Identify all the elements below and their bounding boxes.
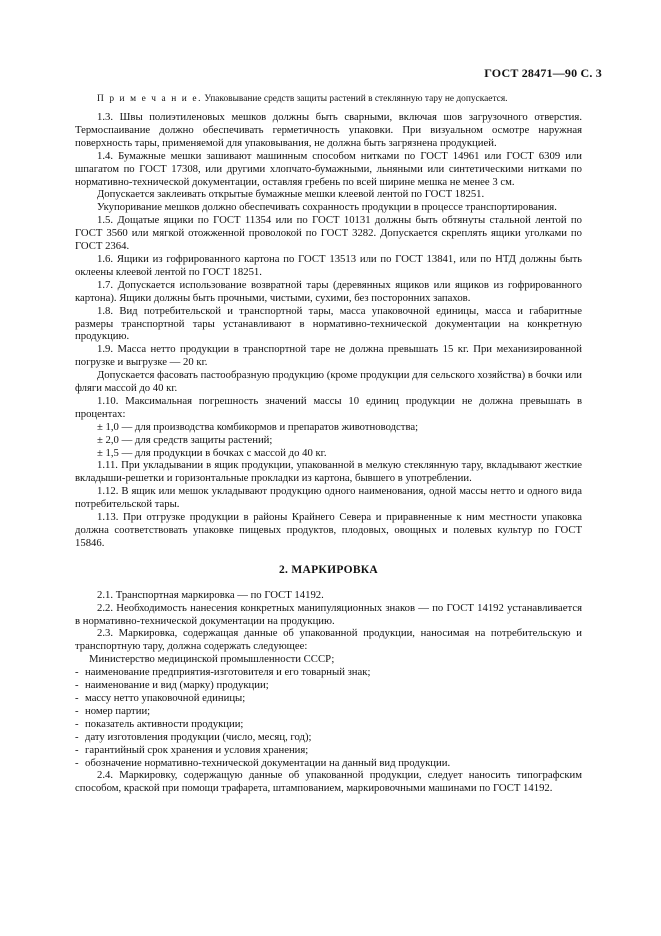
list-item: - показатель активности продукции; xyxy=(75,718,582,731)
list-item: - наименование и вид (марку) продукции; xyxy=(75,679,582,692)
paragraph: 1.3. Швы полиэтиленовых мешков должны быть сварными, включая шов загрузочного отверстия. Термоспаивание должно обеспечивать герметичность упаковки. При визуальном осмотре наружная поверхность тары, применяемой для упаковывания, не должна быть загрязнена продукцией. xyxy=(75,111,582,149)
paragraph: 1.6. Ящики из гофрированного картона по ГОСТ 13513 или по ГОСТ 13841, или по НТД должны быть оклеены клеевой лентой по ГОСТ 18251. xyxy=(75,252,582,278)
paragraph: 1.8. Вид потребительской и транспортной тары, масса упаковочной единицы, масса и габаритные размеры транспортной тары устанавливают в нормативно-технической документации на конкретную продукцию. xyxy=(75,304,582,343)
ministry-line: Министерство медицинской промышленности СССР; xyxy=(89,653,335,666)
note-label: П р и м е ч а н и е. xyxy=(97,94,203,104)
paragraph: 1.11. При укладывании в ящик продукции, упакованной в мелкую стеклянную тару, вкладывают жесткие вкладыши-решетки и горизонтальные прокладки из картона, бывшего в употреблении. xyxy=(75,459,582,485)
paragraph: Укупоривание мешков должно обеспечивать сохранность продукции в процессе транспортирования. xyxy=(97,201,557,214)
list-item: - гарантийный срок хранения и условия хранения; xyxy=(75,744,582,757)
paragraph: Допускается фасовать пастообразную продукцию (кроме продукции для сельского хозяйства) в бочки или фляги массой до 40 кг. xyxy=(75,369,582,395)
paragraph: 1.7. Допускается использование возвратной тары (деревянных ящиков или ящиков из гофрированного картона). Ящики должны быть прочными, чистыми, сухими, без посторонних запахов. xyxy=(75,278,582,304)
paragraph: 1.12. В ящик или мешок укладывают продукцию одного наименования, одной массы нетто и одного вида потребительской тары. xyxy=(75,485,582,511)
note-paragraph xyxy=(75,93,582,105)
paragraph: 2.2. Необходимость нанесения конкретных манипуляционных знаков — по ГОСТ 14192 устанавливается в нормативно-технической документации на продукцию. xyxy=(75,601,582,627)
paragraph: 2.3. Маркировка, содержащая данные об упакованной продукции, наносимая на потребительскую и транспортную тару, должна содержать следующее: xyxy=(75,627,582,653)
tolerance-list xyxy=(75,421,582,460)
paragraph: 1.10. Максимальная погрешность значений массы 10 единиц продукции не должна превышать в процентах: xyxy=(75,394,582,420)
list-item: - массу нетто упаковочной единицы; xyxy=(75,692,582,705)
section-title: 2. МАРКИРОВКА xyxy=(278,563,379,576)
list-item: - дату изготовления продукции (число, месяц, год); xyxy=(75,731,582,744)
note-text: Упаковывание средств защиты растений в стеклянную тару не допускается. xyxy=(202,94,508,104)
paragraph: Допускается заклеивать открытые бумажные мешки клеевой лентой по ГОСТ 18251. xyxy=(97,188,485,201)
list-item: - наименование предприятия-изготовителя и его товарный знак; xyxy=(75,666,582,679)
list-item: - номер партии; xyxy=(75,705,582,718)
paragraph: 1.5. Дощатые ящики по ГОСТ 11354 или по ГОСТ 10131 должны быть обтянуты стальной лентой по ГОСТ 3560 или мягкой отожженной проволокой по ГОСТ 3282. Допускается скреплять ящики уголками по ГОСТ 2364. xyxy=(75,214,582,253)
paragraph: 1.13. При отгрузке продукции в районы Крайнего Севера и приравненные к ним местности упаковка должна соответствовать упаковке пищевых продуктов, плодовых, овощных и полевых культур по ГОСТ 15846. xyxy=(75,511,582,549)
paragraph: 2.4. Маркировку, содержащую данные об упакованной продукции, следует наносить типографским способом, краской при помощи трафарета, штампованием, маркировочными машинами по ГОСТ 14192. xyxy=(75,769,582,795)
tolerance-item: ± 2,0 — для средств защиты растений; xyxy=(97,433,273,446)
paragraph: 2.1. Транспортная маркировка — по ГОСТ 14192. xyxy=(97,588,324,601)
marking-list xyxy=(75,666,582,769)
paragraph: 1.4. Бумажные мешки зашивают машинным способом нитками по ГОСТ 14961 или ГОСТ 6309 или шпагатом по ГОСТ 17308, или другими хлопчато-бумажными, льняными или синтетическими нитками по нормативно-технической документации, оставляя гребень по всей ширине мешка не менее 3 см. xyxy=(75,149,582,188)
tolerance-item: ± 1,0 — для производства комбикормов и препаратов животноводства; xyxy=(97,420,419,433)
tolerance-item: ± 1,5 — для продукции в бочках с массой до 40 кг. xyxy=(97,446,327,459)
page-header: ГОСТ 28471—90 С. 3 xyxy=(484,66,602,80)
section-2-body xyxy=(75,589,582,796)
paragraph: 1.9. Масса нетто продукции в транспортной таре не должна превышать 15 кг. При механизированной погрузке и выгрузке — 20 кг. xyxy=(75,343,582,369)
paragraph-group-a xyxy=(75,111,582,421)
paragraph-group-b xyxy=(75,459,582,549)
document-body xyxy=(75,93,582,795)
list-item: - обозначение нормативно-технической документации на данный вид продукции. xyxy=(75,757,582,770)
